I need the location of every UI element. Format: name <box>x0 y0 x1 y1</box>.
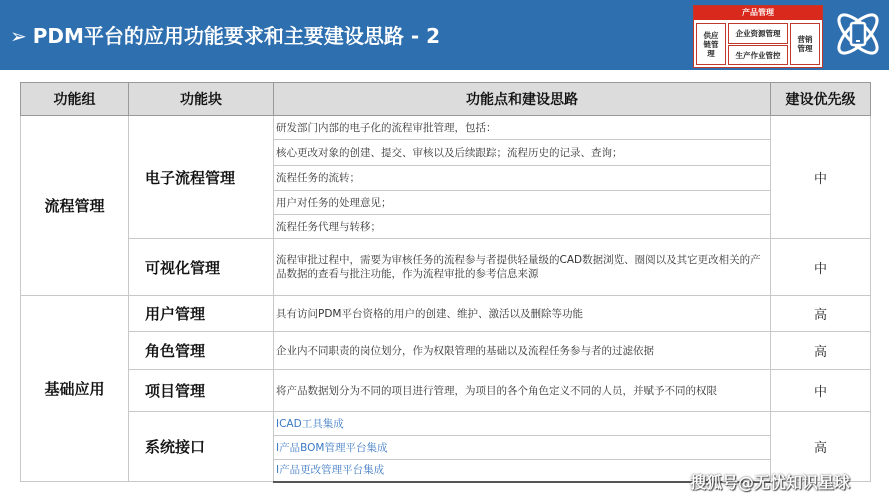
diagram-erp-box <box>728 23 788 44</box>
header-function-block: 功能块 <box>129 83 274 116</box>
header-priority: 建设优先级 <box>771 83 871 116</box>
priority-value: 高 <box>771 296 871 332</box>
function-point: 研发部门内部的电子化的流程审批管理，包括： <box>274 116 771 140</box>
block-electronic-workflow: 电子流程管理 <box>129 116 274 239</box>
block-project-management: 项目管理 <box>129 370 274 412</box>
function-point-link[interactable]: I产品BOM管理平台集成 <box>274 436 771 460</box>
table-row <box>21 116 871 140</box>
function-point: 将产品数据划分为不同的项目进行管理，为项目的各个角色定义不同的人员，并赋予不同的权限 <box>274 370 771 412</box>
diagram-production-label: 生产作业管控 <box>735 50 781 60</box>
function-point: 具有访问PDM平台资格的用户的创建、维护、激活以及删除等功能 <box>274 296 771 332</box>
slide-title-text: PDM平台的应用功能要求和主要建设思路 - 2 <box>32 24 441 48</box>
priority-value: 中 <box>771 116 871 239</box>
table-row <box>21 332 871 370</box>
header-function-group: 功能组 <box>21 83 129 116</box>
diagram-supply-chain-box <box>696 23 726 65</box>
diagram-erp-label: 企业资源管理 <box>735 29 781 38</box>
group-basic-applications: 基础应用 <box>21 296 129 482</box>
atom-logo-icon <box>830 6 886 62</box>
block-system-interface: 系统接口 <box>129 412 274 482</box>
function-point: 流程任务的流转； <box>274 166 771 191</box>
function-point-link[interactable]: ICAD工具集成 <box>274 412 771 436</box>
requirements-table <box>20 82 871 483</box>
diagram-marketing-box <box>790 23 820 65</box>
block-role-management: 角色管理 <box>129 332 274 370</box>
product-management-diagram <box>693 5 823 68</box>
header-function-points: 功能点和建设思路 <box>274 83 771 116</box>
function-point: 核心更改对象的创建、提交、审核以及后续跟踪；流程历史的记录、查询； <box>274 140 771 166</box>
watermark: 搜狐号@无忧知识星球 <box>690 473 851 492</box>
priority-value: 中 <box>771 370 871 412</box>
function-point-link[interactable]: I产品更改管理平台集成 <box>274 460 771 482</box>
table-row <box>21 412 871 436</box>
bullet-arrow-icon: ➢ <box>10 24 27 48</box>
priority-value: 高 <box>771 412 871 482</box>
table-header-row <box>21 83 871 116</box>
diagram-supply-chain-label: 供应链管理 <box>703 30 719 58</box>
block-visualization: 可视化管理 <box>129 239 274 296</box>
diagram-production-box <box>728 45 788 65</box>
function-point: 用户对任务的处理意见； <box>274 191 771 215</box>
diagram-top-label: 产品管理 <box>694 6 822 20</box>
table-row <box>21 239 871 296</box>
title-bar <box>0 0 889 70</box>
block-user-management: 用户管理 <box>129 296 274 332</box>
function-point: 流程审批过程中，需要为审核任务的流程参与者提供轻量级的CAD数据浏览、圈阅以及其它更改相关的产品数据的查看与批注功能，作为流程审批的参考信息来源 <box>274 239 771 296</box>
priority-value: 高 <box>771 332 871 370</box>
diagram-marketing-label: 营销管理 <box>797 35 813 53</box>
group-process-management: 流程管理 <box>21 116 129 296</box>
function-point: 企业内不同职责的岗位划分，作为权限管理的基础以及流程任务参与者的过滤依据 <box>274 332 771 370</box>
table-row <box>21 296 871 332</box>
priority-value: 中 <box>771 239 871 296</box>
table-row <box>21 370 871 412</box>
function-point: 流程任务代理与转移； <box>274 215 771 239</box>
slide-title <box>10 20 440 49</box>
